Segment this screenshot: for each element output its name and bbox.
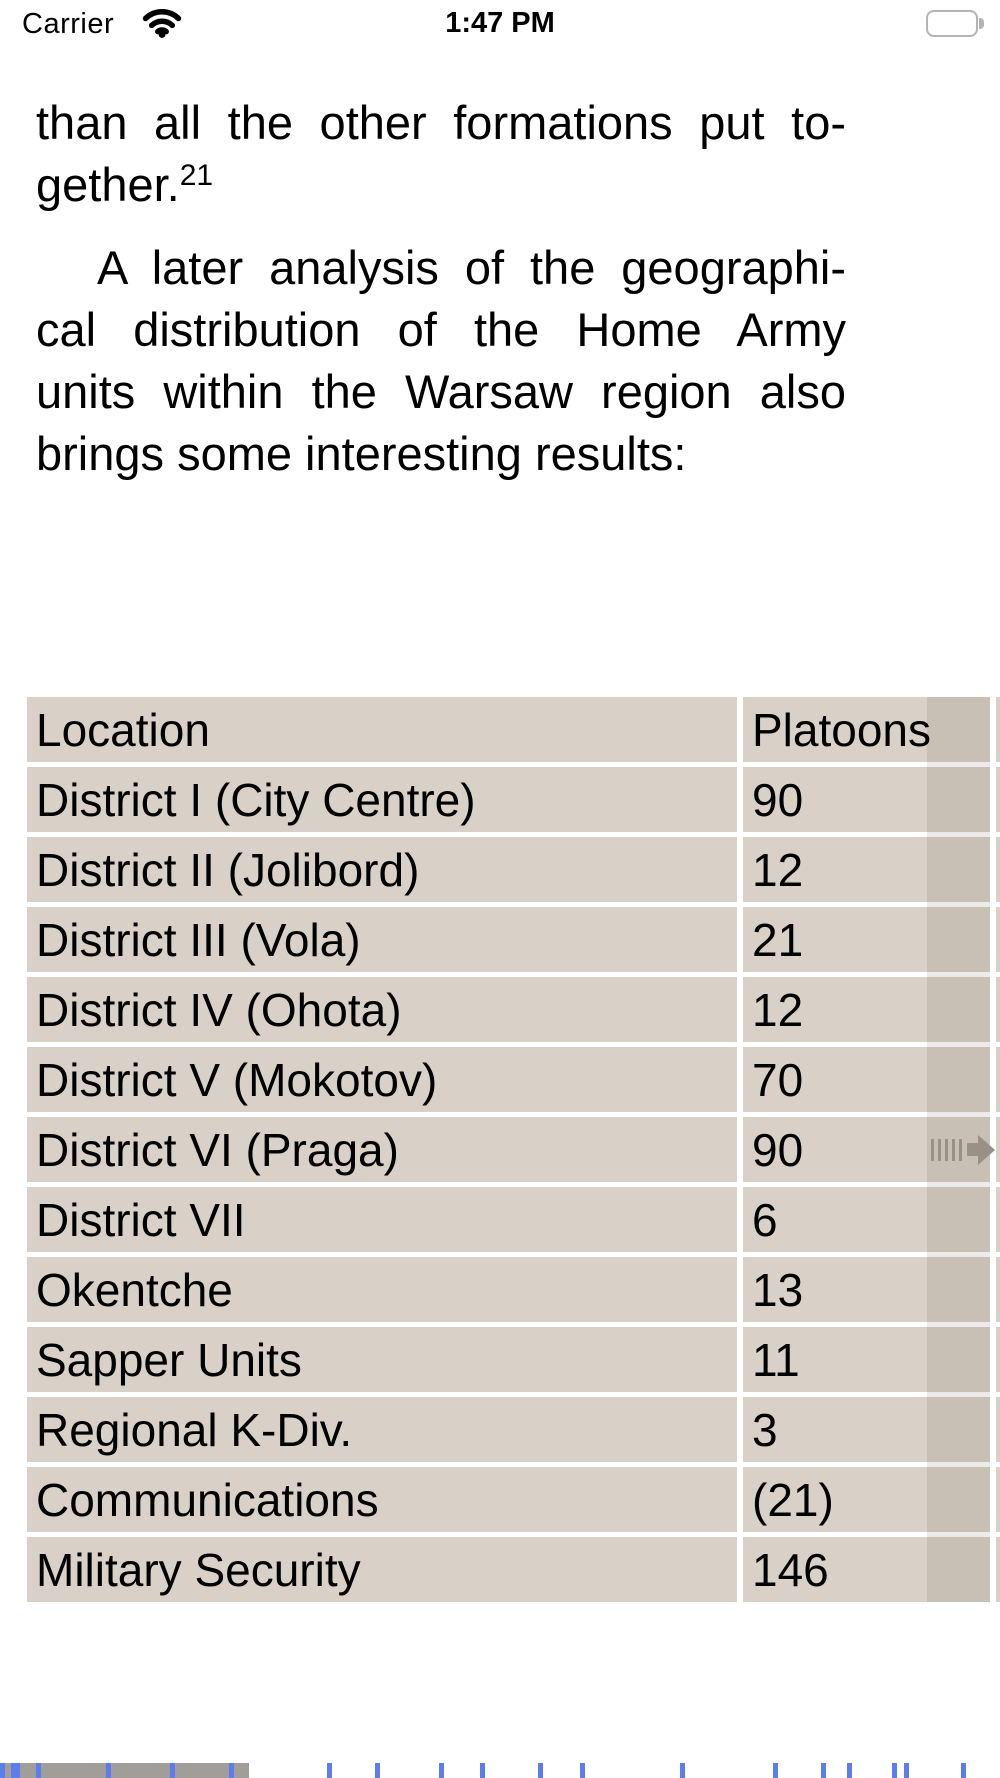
scrubber-tick — [11, 1763, 20, 1778]
table-row — [27, 1187, 1000, 1252]
clipped-column-cell — [996, 837, 1000, 902]
scrubber-tick — [961, 1763, 966, 1778]
clipped-column-cell — [996, 767, 1000, 832]
table-rows — [27, 767, 1000, 1602]
clipped-column-cell — [996, 1047, 1000, 1112]
location-cell: Military Security — [27, 1537, 737, 1602]
location-cell: Sapper Units — [27, 1327, 737, 1392]
table-row — [27, 907, 1000, 972]
table-row — [27, 1397, 1000, 1462]
scrubber-tick — [439, 1763, 444, 1778]
location-cell: District V (Mokotov) — [27, 1047, 737, 1112]
clipped-column-cell — [996, 1537, 1000, 1602]
scrubber-tick — [538, 1763, 543, 1778]
clipped-column-cell — [996, 1327, 1000, 1392]
platoons-cell: (21) — [743, 1467, 990, 1532]
location-cell: Regional K-Div. — [27, 1397, 737, 1462]
table-row — [27, 1537, 1000, 1602]
book-page-text — [36, 92, 846, 485]
scrubber-tick — [821, 1763, 826, 1778]
scrubber-tick — [229, 1763, 234, 1778]
scrubber-tick — [170, 1763, 175, 1778]
location-cell: District IV (Ohota) — [27, 977, 737, 1042]
scroll-right-indicator-icon — [931, 1117, 995, 1182]
column-header-platoons: Platoons — [743, 697, 990, 762]
scrubber-tick — [106, 1763, 111, 1778]
table-row — [27, 977, 1000, 1042]
table-header-row — [27, 697, 1000, 762]
scrubber-tick — [773, 1763, 778, 1778]
platoons-cell: 12 — [743, 837, 990, 902]
text-line: cal distribution of the Home Army — [36, 303, 846, 356]
location-cell: District VII — [27, 1187, 737, 1252]
location-cell: Okentche — [27, 1257, 737, 1322]
platoons-cell: 6 — [743, 1187, 990, 1252]
platoons-cell: 70 — [743, 1047, 990, 1112]
clipped-column-cell — [996, 1397, 1000, 1462]
scrubber-tick — [580, 1763, 585, 1778]
text-line: brings some interesting results: — [36, 427, 687, 480]
footnote-ref-link[interactable]: 21 — [179, 159, 214, 192]
platoons-cell: 3 — [743, 1397, 990, 1462]
column-header-location: Location — [27, 697, 737, 762]
scrubber-tick — [904, 1763, 909, 1778]
clipped-column-cell — [996, 907, 1000, 972]
scrubber-tick — [480, 1763, 485, 1778]
platoons-table[interactable] — [27, 697, 1000, 1602]
paragraph — [36, 237, 846, 485]
clock-label: 1:47 PM — [445, 7, 555, 39]
platoons-cell: 13 — [743, 1257, 990, 1322]
platoons-cell: 146 — [743, 1537, 990, 1602]
clipped-column-cell — [996, 1117, 1000, 1182]
text-line: A later analysis of the geographi- — [97, 241, 846, 294]
platoons-cell: 12 — [743, 977, 990, 1042]
scrubber-track[interactable] — [0, 1763, 1000, 1778]
location-cell: District VI (Praga) — [27, 1117, 737, 1182]
clipped-column-cell — [996, 1467, 1000, 1532]
carrier-label: Carrier — [22, 8, 115, 40]
status-bar — [0, 0, 1000, 48]
table-row — [27, 1327, 1000, 1392]
clipped-column-cell — [996, 1187, 1000, 1252]
platoons-cell: 90 — [743, 1117, 990, 1182]
table-row — [27, 1117, 1000, 1182]
scrubber-tick — [0, 1763, 5, 1778]
platoons-cell: 11 — [743, 1327, 990, 1392]
table-row — [27, 837, 1000, 902]
scrubber-tick — [847, 1763, 852, 1778]
battery-icon — [926, 10, 985, 37]
scrubber-tick — [892, 1763, 897, 1778]
text-line: gether.$^{21}$ — [36, 158, 214, 211]
scrubber-tick — [680, 1763, 685, 1778]
table-row — [27, 1047, 1000, 1112]
table-row — [27, 1467, 1000, 1532]
location-cell: District III (Vola) — [27, 907, 737, 972]
clipped-column-cell — [996, 697, 1000, 762]
text-line: than all the other formations put to- — [36, 96, 846, 149]
table-row — [27, 767, 1000, 832]
table-row — [27, 1257, 1000, 1322]
location-cell: District I (City Centre) — [27, 767, 737, 832]
clipped-column-cell — [996, 1257, 1000, 1322]
location-cell: Communications — [27, 1467, 737, 1532]
clipped-column-cell — [996, 977, 1000, 1042]
platoons-cell: 21 — [743, 907, 990, 972]
scrubber-tick — [36, 1763, 41, 1778]
text-line: units within the Warsaw region also — [36, 365, 846, 418]
platoons-cell: 90 — [743, 767, 990, 832]
location-cell: District II (Jolibord) — [27, 837, 737, 902]
scrubber-tick — [375, 1763, 380, 1778]
paragraph — [36, 92, 846, 223]
scrubber-tick — [327, 1763, 332, 1778]
